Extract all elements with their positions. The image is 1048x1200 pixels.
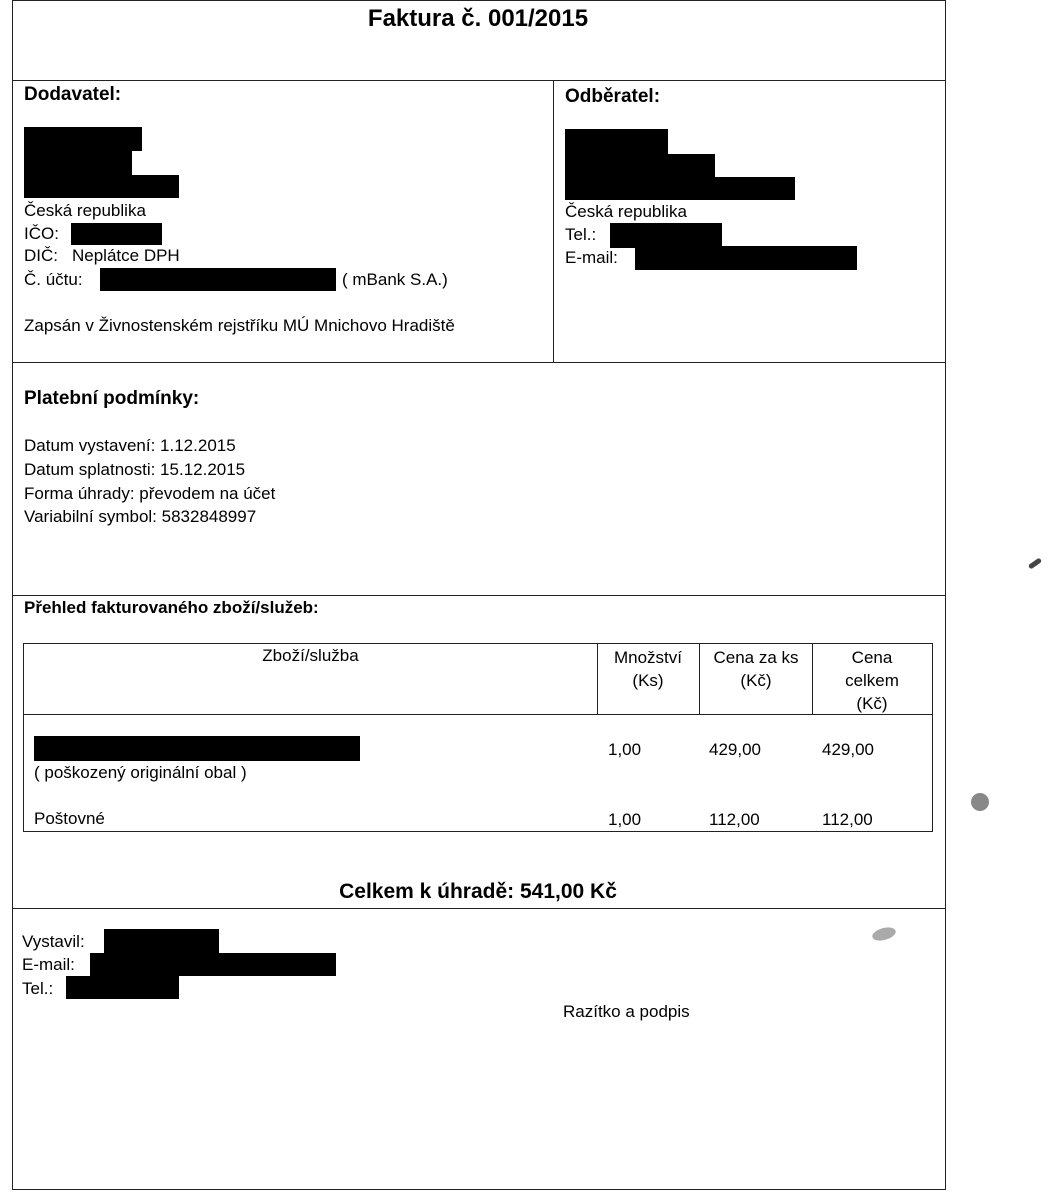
customer-email-redacted xyxy=(635,246,857,270)
payment-due: Datum splatnosti: 15.12.2015 xyxy=(24,460,246,479)
col-header-unit: Cena za ks (Kč) xyxy=(713,648,799,690)
divider-parties xyxy=(12,362,945,363)
item-1-note: ( poškozený originální obal ) xyxy=(34,763,247,782)
customer-country: Česká republika xyxy=(565,202,687,221)
issuer-email-redacted xyxy=(90,953,336,976)
payment-variable-symbol: Variabilní symbol: 5832848997 xyxy=(24,507,257,526)
item-1-qty: 1,00 xyxy=(608,740,642,759)
col-header-qty: Množství (Ks) xyxy=(613,648,683,690)
item-1-unit: 429,00 xyxy=(709,740,761,759)
payment-heading: Platební podmínky: xyxy=(24,388,200,409)
customer-email-label: E-mail: xyxy=(565,248,618,267)
item-2-name: Poštovné xyxy=(34,809,105,828)
items-table-header-line xyxy=(24,714,932,715)
supplier-country: Česká republika xyxy=(24,201,146,220)
supplier-account-redacted xyxy=(100,268,336,291)
items-heading: Přehled fakturovaného zboží/služeb: xyxy=(24,598,319,617)
payment-issued: Datum vystavení: 1.12.2015 xyxy=(24,436,236,455)
payment-method: Forma úhrady: převodem na účet xyxy=(24,484,276,503)
col-header-total: Cena celkem (Kč) xyxy=(845,648,899,713)
supplier-dic-label: DIČ: xyxy=(24,246,58,265)
supplier-heading: Dodavatel: xyxy=(24,84,122,105)
supplier-registry: Zapsán v Živnostenském rejstříku MÚ Mnichovo Hradiště xyxy=(24,316,455,335)
item-2-qty: 1,00 xyxy=(608,810,642,829)
divider-payment xyxy=(12,595,945,596)
supplier-ico-label: IČO: xyxy=(24,224,59,243)
issuer-tel-redacted xyxy=(66,976,179,999)
divider-title xyxy=(12,80,945,81)
customer-tel-label: Tel.: xyxy=(565,225,597,244)
supplier-account-label: Č. účtu: xyxy=(24,270,83,289)
issuer-email-label: E-mail: xyxy=(22,955,75,974)
supplier-street-redacted xyxy=(24,151,132,175)
invoice-title: Faktura č. 001/2015 xyxy=(367,5,589,32)
stamp-signature-label: Razítko a podpis xyxy=(563,1002,690,1021)
item-name-redacted xyxy=(34,736,360,761)
items-col-divider-3 xyxy=(812,644,813,714)
supplier-name-redacted xyxy=(24,127,142,151)
scan-spot xyxy=(971,793,989,811)
issuer-label: Vystavil: xyxy=(22,932,85,951)
customer-heading: Odběratel: xyxy=(565,86,661,107)
item-2-total: 112,00 xyxy=(822,810,873,829)
customer-city-redacted xyxy=(565,177,795,200)
divider-total xyxy=(12,908,945,909)
supplier-dic-value: Neplátce DPH xyxy=(72,246,180,265)
total-due: Celkem k úhradě: 541,00 Kč xyxy=(339,880,617,903)
items-col-divider-1 xyxy=(597,644,598,714)
supplier-ico-redacted xyxy=(71,223,162,245)
customer-name-redacted xyxy=(565,129,668,154)
item-1-total: 429,00 xyxy=(822,740,874,759)
customer-street-redacted xyxy=(565,154,715,177)
scan-mark xyxy=(1028,557,1042,569)
issuer-name-redacted xyxy=(104,929,219,953)
supplier-bank: ( mBank S.A.) xyxy=(342,270,448,289)
divider-parties-vertical xyxy=(553,80,554,362)
customer-tel-redacted xyxy=(610,223,722,248)
col-header-item: Zboží/služba xyxy=(262,646,359,665)
item-2-unit: 112,00 xyxy=(709,810,760,829)
supplier-city-redacted xyxy=(24,175,179,198)
issuer-tel-label: Tel.: xyxy=(22,979,54,998)
items-col-divider-2 xyxy=(699,644,700,714)
